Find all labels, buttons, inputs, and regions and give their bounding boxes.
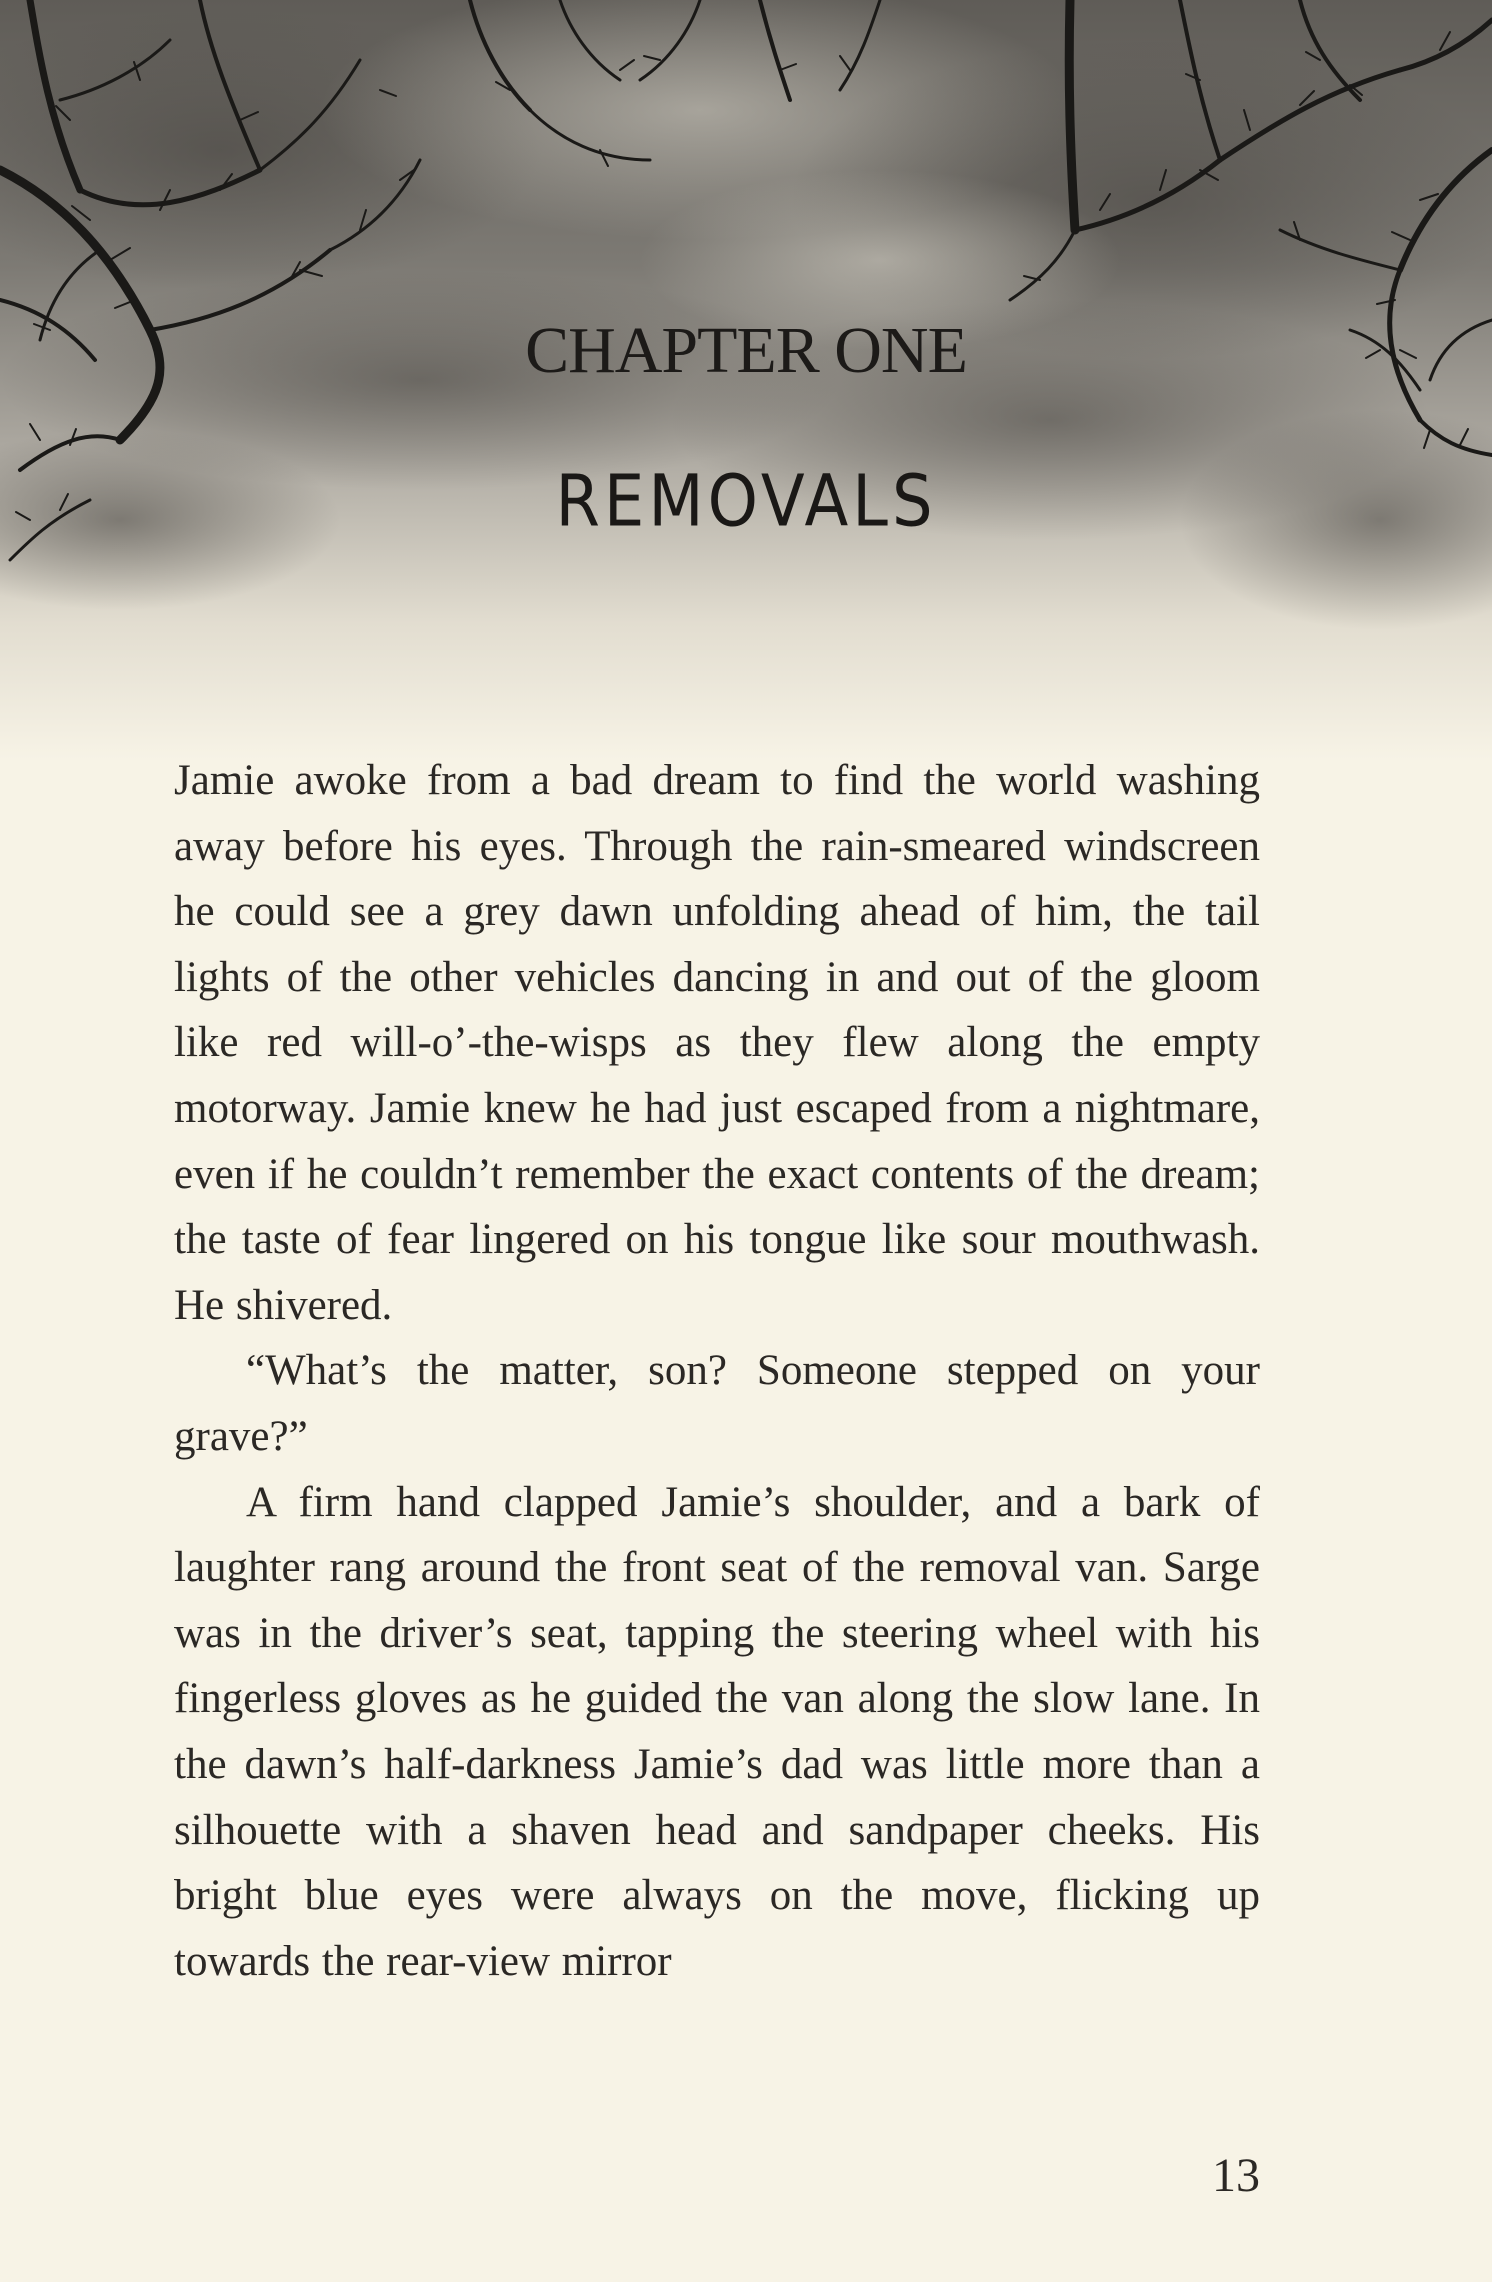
chapter-number: CHAPTER ONE (525, 314, 967, 387)
paragraph: A firm hand clapped Jamie’s shoulder, and a bark of laughter rang around the front seat of the removal van. Sarge was in the driver’s seat, tapping the steering wheel with his fingerless gloves as he guided the van along the slow lane. In the dawn’s half-darkness Jamie’s dad was little more than a silhouette with a shaven head and sandpaper cheeks. His bright blue eyes were always on the move, flicking up towards the rear-view mirror (174, 1478, 1260, 1985)
chapter-title: REMOVALS (555, 460, 937, 544)
paragraph: “What’s the matter, son? Someone stepped on your grave?” (174, 1347, 1260, 1460)
paragraph: Jamie awoke from a bad dream to find the world washing away before his eyes. Through the rain-smeared windscreen he could see a grey dawn unfolding ahead of him, the tail lights of the other vehicles dancing in and out of the gloom like red will-o’-the-wisps as they flew along the empty motorway. Jamie knew he had just escaped from a nightmare, even if he couldn’t remember the exact contents of the dream; the taste of fear lingered on his tongue like sour mouthwash. He shivered. (174, 757, 1260, 1329)
page-number: 13 (1212, 2149, 1260, 2202)
chapter-body (174, 748, 1260, 1994)
